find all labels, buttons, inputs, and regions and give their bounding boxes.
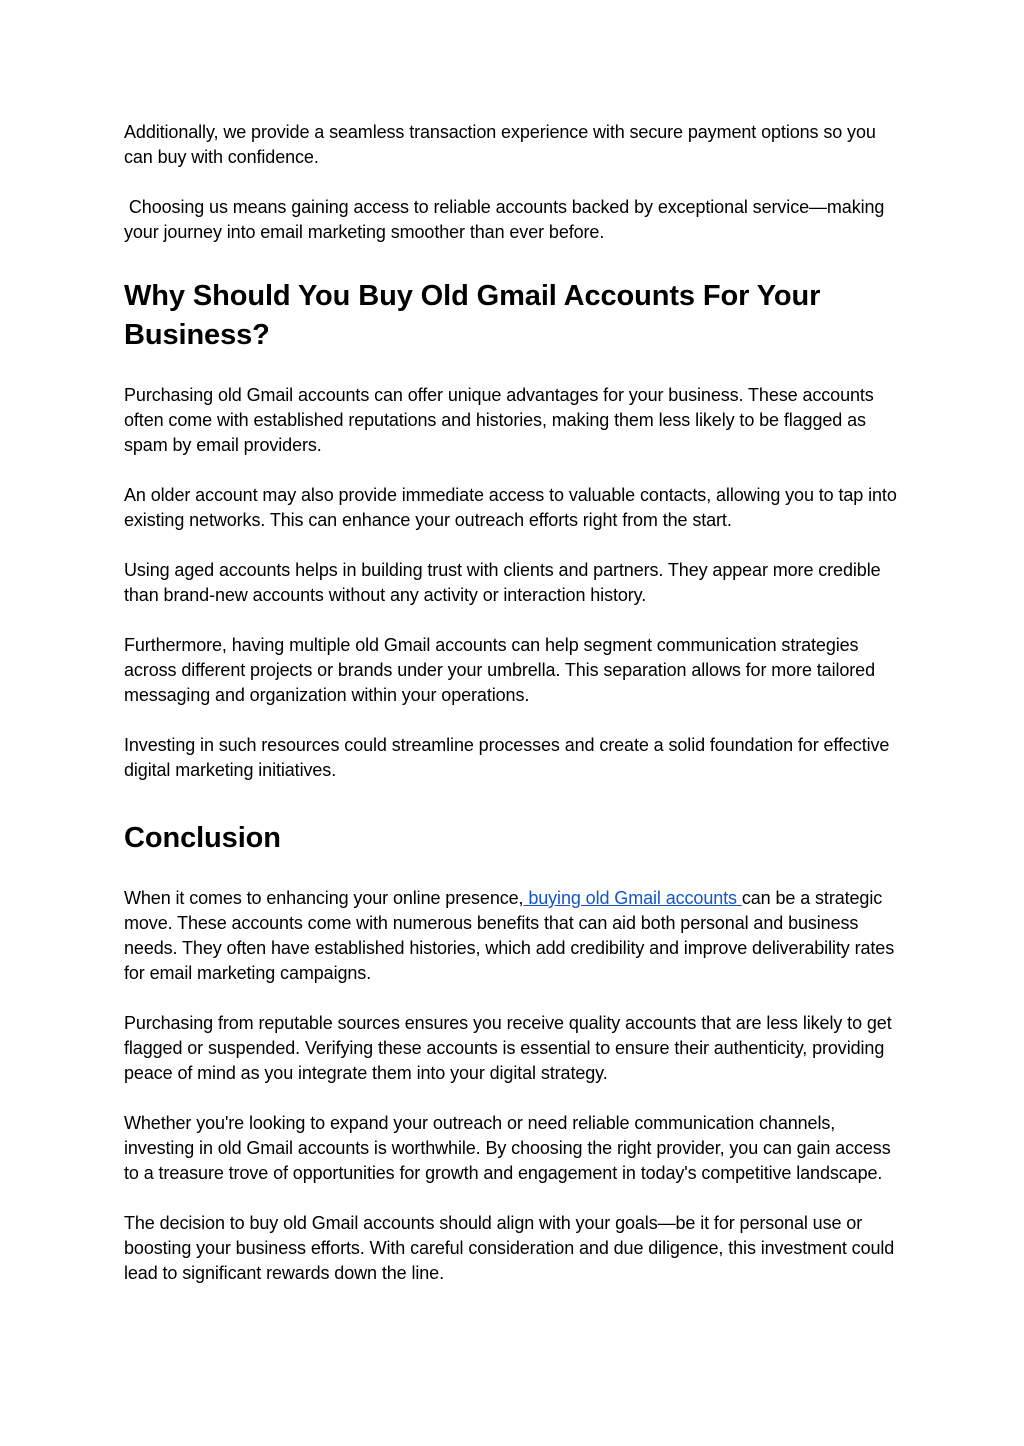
why-paragraph-1: Purchasing old Gmail accounts can offer unique advantages for your business. These accounts often come with established reputations and histories, making them less likely to be flagged as spam by email providers. [124,385,874,455]
why-paragraph-2: An older account may also provide immediate access to valuable contacts, allowing you to tap into existing networks. This can enhance your outreach efforts right from the start. [124,485,897,530]
why-paragraph-5: Investing in such resources could streamline processes and create a solid foundation for effective digital marketing initiatives. [124,735,890,780]
why-heading: Why Should You Buy Old Gmail Accounts For Your Business? [124,280,821,351]
conclusion-heading: Conclusion [124,822,281,854]
why-paragraph-3: Using aged accounts helps in building trust with clients and partners. They appear more credible than brand-new accounts without any activity or interaction history. [124,560,881,605]
conclusion-p1-text-before: When it comes to enhancing your online presence, [124,888,524,908]
conclusion-paragraph-3: Whether you're looking to expand your outreach or need reliable communication channels, investing in old Gmail accounts is worthwhile. By choosing the right provider, you can gain access to a treasure trove of opportunities for growth and engagement in today's competitive landscape. [124,1113,891,1183]
document-page [124,120,900,1286]
conclusion-paragraph-4: The decision to buy old Gmail accounts should align with your goals—be it for personal use or boosting your business efforts. With careful consideration and due diligence, this investment could lead to significant rewards down the line. [124,1213,895,1283]
intro-paragraph-2: Choosing us means gaining access to reliable accounts backed by exceptional service—making your journey into email marketing smoother than ever before. [124,197,890,242]
buying-old-gmail-accounts-link[interactable]: buying old Gmail accounts [523,888,742,908]
conclusion-paragraph-1 [124,886,900,986]
why-paragraph-4: Furthermore, having multiple old Gmail accounts can help segment communication strategies across different projects or brands under your umbrella. This separation allows for more tailored messaging and organization within your operations. [124,635,876,705]
conclusion-paragraph-2: Purchasing from reputable sources ensures you receive quality accounts that are less likely to get flagged or suspended. Verifying these accounts is essential to ensure their authenticity, providing peace of mind as you integrate them into your digital strategy. [124,1013,892,1083]
conclusion-p1-text-after: can be a strategic move. These accounts come with numerous benefits that can aid both personal and business needs. They often have established histories, which add credibility and improve deliverability rates for email marketing campaigns. [124,888,895,983]
intro-paragraph-1: Additionally, we provide a seamless transaction experience with secure payment options so you can buy with confidence. [124,122,876,167]
